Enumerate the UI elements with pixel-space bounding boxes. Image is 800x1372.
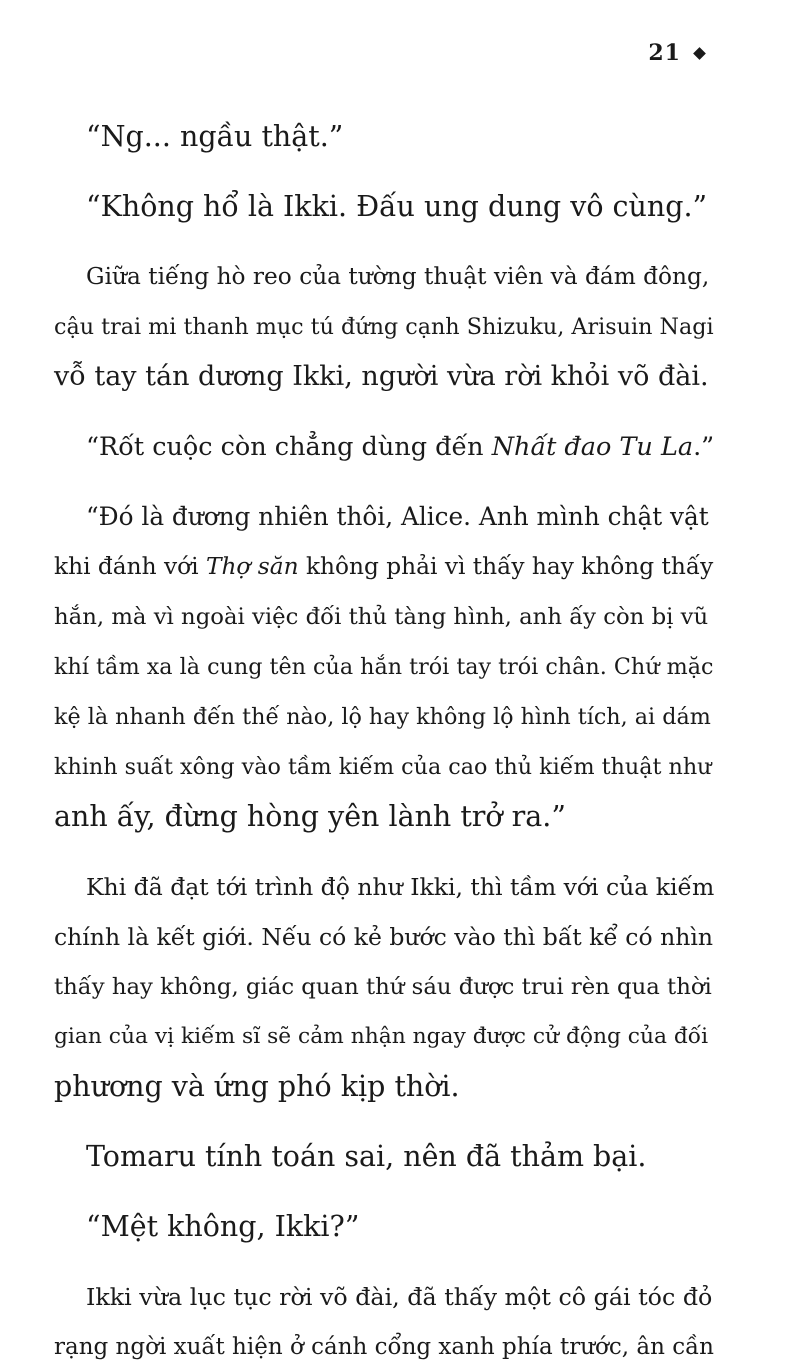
text-line: anh ấy, đừng hòng yên lành trở ra.” bbox=[54, 800, 566, 833]
text-line: Giữa tiếng hò reo của tường thuật viên và đám đông, bbox=[86, 263, 710, 290]
body-text bbox=[54, 112, 714, 1372]
text-line: Ikki vừa lục tục rời võ đài, đã thấy một cô gái tóc đỏ bbox=[86, 1283, 713, 1311]
text-line: “Đó là đương nhiên thôi, Alice. Anh mình chật vật bbox=[86, 502, 709, 531]
text-line: khí tầm xa là cung tên của hắn trói tay trói chân. Chứ mặc bbox=[54, 654, 714, 680]
diamond-icon bbox=[693, 47, 706, 60]
text-line: “Rốt cuộc còn chẳng dùng đến Nhất đao Tu La.” bbox=[86, 432, 715, 462]
text-line: “Mệt không, Ikki?” bbox=[86, 1210, 360, 1243]
text-line: phương và ứng phó kịp thời. bbox=[54, 1070, 460, 1103]
text-line: “Không hổ là Ikki. Đấu ung dung vô cùng.” bbox=[86, 190, 708, 223]
page-number: 21 bbox=[648, 40, 681, 66]
text-line: kệ là nhanh đến thế nào, lộ hay không lộ hình tích, ai dám bbox=[54, 704, 711, 730]
text-line: khinh suất xông vào tầm kiếm của cao thủ kiếm thuật như bbox=[54, 754, 712, 780]
text-line: cậu trai mi thanh mục tú đứng cạnh Shizuku, Arisuin Nagi bbox=[54, 314, 714, 340]
text-line: hắn, mà vì ngoài việc đối thủ tàng hình, anh ấy còn bị vũ bbox=[54, 604, 709, 630]
text-line: vỗ tay tán dương Ikki, người vừa rời khỏi võ đài. bbox=[54, 361, 709, 392]
italic-term: Thợ săn bbox=[205, 553, 299, 580]
page-header bbox=[648, 40, 704, 66]
text-line: gian của vị kiếm sĩ sẽ cảm nhận ngay được cử động của đối bbox=[54, 1024, 709, 1049]
text-line: khi đánh với Thợ săn không phải vì thấy hay không thấy bbox=[54, 553, 714, 580]
text-line: chính là kết giới. Nếu có kẻ bước vào thì bất kể có nhìn bbox=[54, 923, 713, 951]
text-line: Tomaru tính toán sai, nên đã thảm bại. bbox=[86, 1140, 647, 1173]
text-line: Khi đã đạt tới trình độ như Ikki, thì tầm với của kiếm bbox=[86, 873, 715, 901]
text-line: “Ng... ngầu thật.” bbox=[86, 120, 344, 153]
text-line: rạng ngời xuất hiện ở cánh cổng xanh phía trước, ân cần bbox=[54, 1334, 714, 1360]
text-line: thấy hay không, giác quan thứ sáu được trui rèn qua thời bbox=[54, 974, 712, 1000]
italic-term: Nhất đao Tu La bbox=[491, 432, 694, 462]
